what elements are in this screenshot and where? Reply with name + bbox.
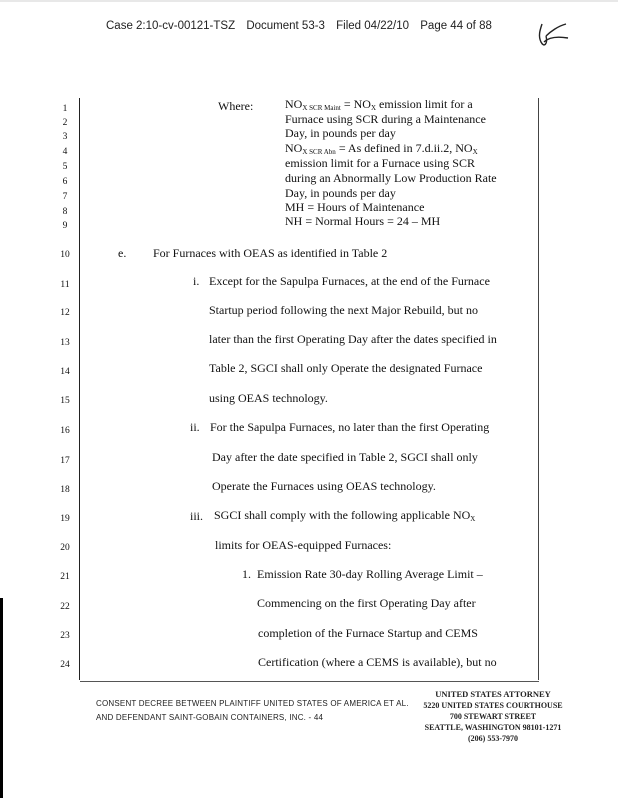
scan-edge-artifact: [0, 598, 3, 798]
line-number: 20: [60, 543, 70, 553]
line-number: 13: [60, 338, 70, 348]
case-header: [106, 20, 500, 32]
attorney-phone: (206) 553-7970: [468, 734, 518, 743]
attorney-address-line-1: 5220 UNITED STATES COURTHOUSE: [423, 701, 563, 710]
line-number: 12: [60, 308, 70, 318]
line-number: 14: [60, 367, 70, 377]
line-number: 10: [60, 250, 70, 260]
line-number: 6: [62, 177, 68, 187]
line-number: 2: [62, 118, 68, 128]
line-number: 5: [62, 162, 68, 172]
item-ii-line-2: Day after the date specified in Table 2, SGCI shall only: [212, 450, 478, 464]
line-number: 15: [60, 396, 70, 406]
where-line-1: $NO_{X SCR Maint} = NO_X$ emission limit for a: [285, 97, 473, 112]
line-number: 3: [62, 132, 68, 142]
handwritten-initials: [532, 20, 572, 54]
item-i-line-4: Table 2, SGCI shall only Operate the designated Furnace: [209, 361, 483, 375]
footer-caption: [96, 697, 409, 725]
line-number: 18: [60, 485, 70, 495]
line-number: 1: [62, 104, 68, 114]
item-1-line-4: Certification (where a CEMS is available), but no: [258, 655, 497, 669]
item-i-marker: i.: [193, 274, 200, 288]
item-iii-line-2: limits for OEAS-equipped Furnaces:: [215, 538, 392, 552]
attorney-address-block: [418, 689, 568, 744]
page-indicator: Page 44 of 88: [420, 20, 492, 32]
item-ii-line-3: Operate the Furnaces using OEAS technology.: [212, 479, 436, 493]
attorney-address-line-3: SEATTLE, WASHINGTON 98101-1271: [424, 723, 562, 732]
item-i-line-3: later than the first Operating Day after the dates specified in: [209, 332, 497, 346]
line-number: 22: [60, 602, 70, 612]
where-line-4: $NO_{X SCR Abn} = As$ defined in 7.d.ii.2, $NO_X$: [285, 141, 478, 156]
attorney-address-line-2: 700 STEWART STREET: [449, 712, 537, 721]
where-line-8: MH = Hours of Maintenance: [285, 200, 425, 214]
item-1-line-3: completion of the Furnace Startup and CEMS: [258, 626, 478, 640]
footer-rule: [80, 681, 539, 682]
line-number: 11: [60, 280, 70, 290]
section-e-heading: For Furnaces with OEAS as identified in Table 2: [153, 246, 388, 260]
where-line-3: Day, in pounds per day: [285, 126, 396, 140]
where-line-9: NH = Normal Hours = 24 – MH: [285, 214, 441, 228]
item-1-marker: 1.: [242, 567, 251, 581]
line-number: 17: [60, 456, 70, 466]
footer-caption-line-1: CONSENT DECREE BETWEEN PLAINTIFF UNITED STATES OF AMERICA ET AL.: [96, 699, 409, 708]
where-line-2: Furnace using SCR during a Maintenance: [285, 112, 486, 126]
case-number: Case 2:10-cv-00121-TSZ: [106, 20, 236, 32]
line-number: 4: [62, 147, 68, 157]
footer-caption-line-2: AND DEFENDANT SAINT-GOBAIN CONTAINERS, INC. - 44: [96, 713, 324, 722]
line-number: 21: [60, 572, 70, 582]
scan-artifact: [0, 0, 618, 2]
item-i-line-1: Except for the Sapulpa Furnaces, at the end of the Furnace: [209, 274, 490, 288]
filed-date: Filed 04/22/10: [336, 20, 410, 32]
line-number: 24: [60, 660, 70, 670]
item-ii-marker: ii.: [190, 420, 200, 434]
item-iii-marker: iii.: [190, 509, 204, 523]
item-i-line-2: Startup period following the next Major Rebuild, but no: [209, 303, 478, 317]
where-line-6: during an Abnormally Low Production Rate: [285, 171, 497, 185]
item-iii-line-1: SGCI shall comply with the following applicable $NO_X$: [214, 508, 476, 523]
where-line-5: emission limit for a Furnace using SCR: [285, 156, 475, 170]
line-number: 7: [62, 192, 68, 202]
item-1-line-1: Emission Rate 30-day Rolling Average Limit –: [257, 567, 483, 581]
item-1-line-2: Commencing on the first Operating Day after: [257, 596, 476, 610]
right-margin-rule: [538, 98, 539, 680]
left-margin-rule: [79, 98, 80, 680]
item-ii-line-1: For the Sapulpa Furnaces, no later than the first Operating: [210, 420, 490, 434]
line-number: 8: [62, 207, 68, 217]
where-line-7: Day, in pounds per day: [285, 186, 396, 200]
item-i-line-5: using OEAS technology.: [209, 391, 328, 405]
line-number: 23: [60, 631, 70, 641]
line-number: 19: [60, 514, 70, 524]
line-number: 9: [62, 221, 68, 231]
document-number: Document 53-3: [246, 20, 325, 32]
section-e-marker: e.: [118, 246, 127, 260]
attorney-title: UNITED STATES ATTORNEY: [435, 689, 551, 699]
line-number: 16: [60, 426, 70, 436]
where-label: Where:: [218, 99, 254, 113]
